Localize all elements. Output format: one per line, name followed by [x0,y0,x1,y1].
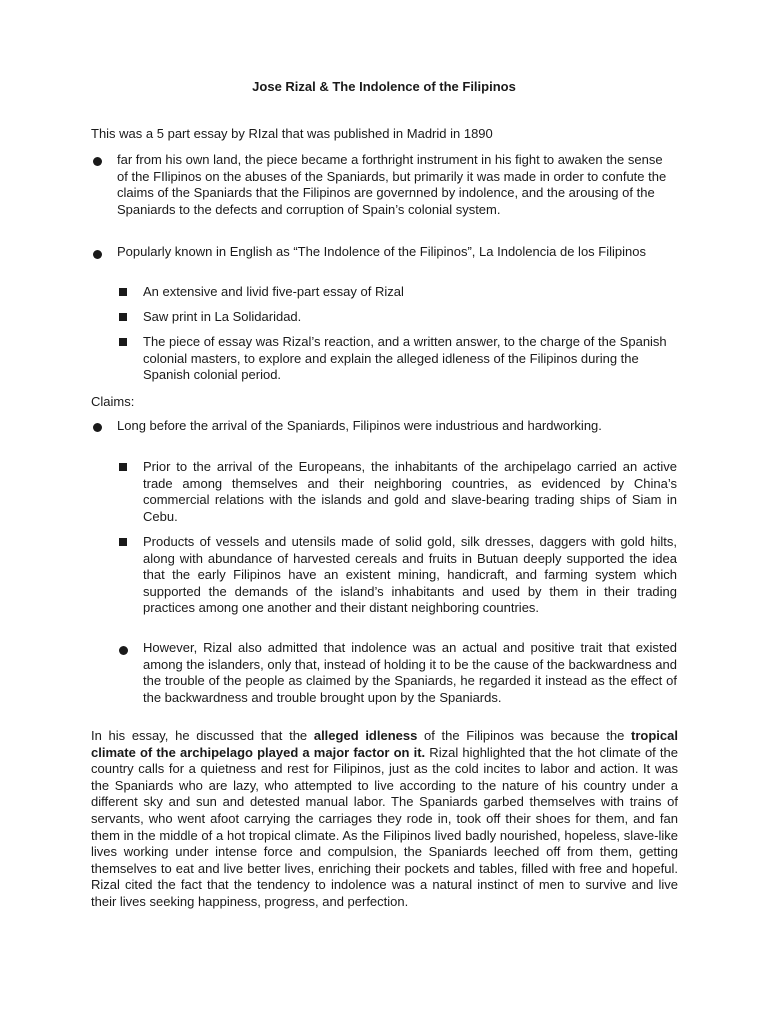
paragraph-text: In his essay, he discussed that the [91,728,314,743]
bold-phrase: alleged idleness [313,728,418,743]
bullet-dot-icon [119,646,128,655]
paragraph-text: Rizal highlighted that the hot climate of the country calls for a quietness and rest for Filipinos, just as the cold incites to labor and action. It was the Spaniards who are lazy, who attempted to live according to the nature of his country under a different sky and sun and detested manual labor. The Spaniards garbed themselves with trains of servants, who went afoot carrying the carriages they rode in, took off their shoes for them, and fan them in the middle of a hot tropical climate. As the Filipinos lived badly nourished, hopeless, slave-like lives working under intense force and compulsion, the Spaniards leeched off from them, getting themselves to eat and live better lives, enriching their pockets and tables, filled with free and hopeful. Rizal cited the fact that the tendency to indolence was a natural instinct of men to survive and live their lives seeking happiness, progress, and perfection. [91,744,678,909]
claim-bullet: Long before the arrival of the Spaniards, Filipinos were industrious and hardworking. [117,418,602,433]
sub-bullet-item-2: Saw print in La Solidaridad. [143,309,302,324]
bullet-dot-icon [93,423,102,432]
claim-sub-item-2: Products of vessels and utensils made of solid gold, silk dresses, daggers with gold hilts, along with abundance of harvested cereals and fruits in Butuan deeply supported the idea that the early Filipinos have an existent mining, handicraft, and farming system which supported the demands of the island’s inhabitants and used by them in their trading practices among one another and their distant neighboring countries. [143,534,677,615]
square-bullet-icon [119,338,127,346]
claims-label: Claims: [91,394,135,409]
paragraph-text: of the Filipinos was because the [417,728,632,743]
document-title: Jose Rizal & The Indolence of the Filipinos [252,79,516,94]
intro-line: This was a 5 part essay by RIzal that was published in Madrid in 1890 [91,126,493,141]
bullet-item-1: far from his own land, the piece became a forthright instrument in his fight to awaken the sense of the FIlipinos on the abuses of the Spaniards, but primarily it was made in order to confute the claims of the Spaniards that the Filipinos are governned by indolence, and the arousing of the Spaniards to the defects and corruption of Spain’s colonial system. [117,152,667,217]
bullet-dot-icon [93,157,102,166]
bold-phrase: tropical climate of the archipelago played a major factor on it. [91,728,678,760]
square-bullet-icon [119,538,127,546]
square-bullet-icon [119,313,127,321]
bullet-item-2: Popularly known in English as “The Indolence of the Filipinos”, La Indolencia de los Filipinos [117,244,646,259]
bullet-dot-icon [93,250,102,259]
claim-sub-item-3: However, Rizal also admitted that indolence was an actual and positive trait that existed among the islanders, only that, instead of holding it to be the cause of the backwardness and the trouble of the people as claimed by the Spaniards, he regarded it instead as the effect of the backwardness and trouble brought upon by the Spaniards. [143,640,677,705]
claim-sub-item-1: Prior to the arrival of the Europeans, the inhabitants of the archipelago carried an active trade among themselves and their neighboring countries, as evidenced by China’s commercial relations with the islands and gold and slave-bearing trading ships of Siam in Cebu. [143,459,677,524]
sub-bullet-item-1: An extensive and livid five-part essay of Rizal [143,284,404,299]
square-bullet-icon [119,288,127,296]
square-bullet-icon [119,463,127,471]
sub-bullet-item-3: The piece of essay was Rizal’s reaction, and a written answer, to the charge of the Spanish colonial masters, to explore and explain the alleged idleness of the Filipinos during the Spanish colonial period. [143,334,667,382]
essay-paragraph [91,728,678,911]
